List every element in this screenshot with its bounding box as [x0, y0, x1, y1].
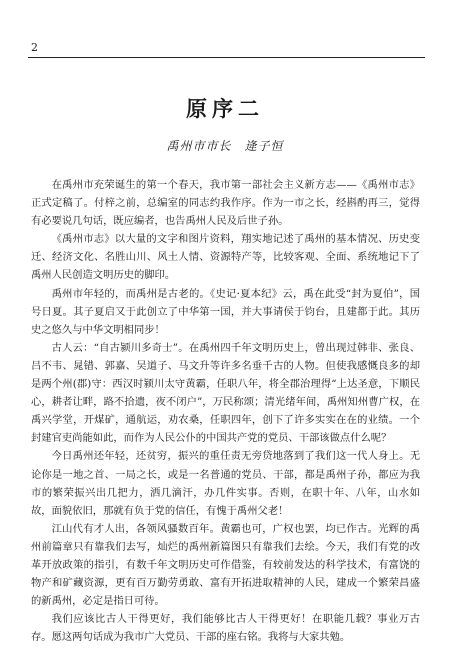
paragraph: 在禹州市充荣诞生的第一个春天，我市第一部社会主义新方志——《禹州市志》正式定稿了。付梓之前，总编室的同志约我作序。作为一市之长，经斟酌再三，觉得有必要说几句话，既应编者，也告禹州人民及后世子孙。: [31, 179, 420, 228]
page-number: 2: [31, 41, 38, 54]
paragraph: 江山代有才人出，各领风骚数百年。黄霸也可，广权也罢，均已作古。光辉的禹州前篇章只有靠我们去写，灿烂的禹州新篇图只有靠我们去绘。今天，我们有党的改革开放政策的指引，有数千年文明历史可作借鉴，有较前发达的科学技术，有富饶的物产和矿藏资源，更有百万勤劳勇敢、富有开拓进取精神的人民，建成一个繁荣昌盛的新禹州，必定是指日可待。: [31, 522, 420, 608]
preface-title: 原序二: [186, 96, 264, 121]
preface-body: [31, 176, 420, 646]
paragraph: 我们应该比古人干得更好，我们能够比古人干得更好！在职能几载？事业万古存。愿这两句话成为我市广大党员、干部的座右铭。我将与大家共勉。: [31, 613, 420, 644]
paragraph: 禹州市年轻的，而禹州是古老的。《史记·夏本纪》云，禹在此受“封为夏伯”，国号日夏。其子夏启又于此创立了中华第一国，并大事请侯于钧台，且建都于此。其历史之悠久与中华文明相同步！: [31, 287, 420, 336]
paragraph: 《禹州市志》以大量的文字和图片资料，翔实地记述了禹州的基本情况、历史变迁、经济文化、名胜山川、风土人情、资源特产等，比较客观、全面、系统地记下了禹州人民创造文明历史的脚印。: [31, 233, 420, 282]
paragraph: 今日禹州还年轻，还贫穷，振兴的重任责无旁贷地落到了我们这一代人身上。无论你是一地之首、一局之长，或是一名普通的党员、干部，都是禹州子孙，都应为我市的繁荣振兴出几把力，洒几滴汗，办几件实事。否则，在职十年、八年，山水如故，面貌依旧，那就有负于党的信任，有愧于禹州父老！: [31, 450, 420, 517]
header-rule: [28, 57, 425, 58]
author-byline: 禹州市市长 逄子恒: [166, 139, 284, 153]
paragraph: 古人云：“自古颍川多奇士”。在禹州四千年文明历史上，曾出现过韩非、张良、吕不韦、晁错、郭嘉、吴道子、马文升等许多名垂千古的人物。但使我感慨良多的却是两个州(郡)守：西汉时颍川太守黄霸，任职八年，将全郡治理得“上达圣意，下顺民心，耕者让畔，路不拾遗，夜不闭户”，万民称颂；清光绪年间，禹州知州曹广权，在禹兴学堂，开煤矿，通航运，劝农桑，任职四年，创下了许多实实在在的业绩。一个封建官吏尚能如此，而作为人民公仆的中国共产党的党员、干部该做点什么呢？: [31, 341, 420, 445]
